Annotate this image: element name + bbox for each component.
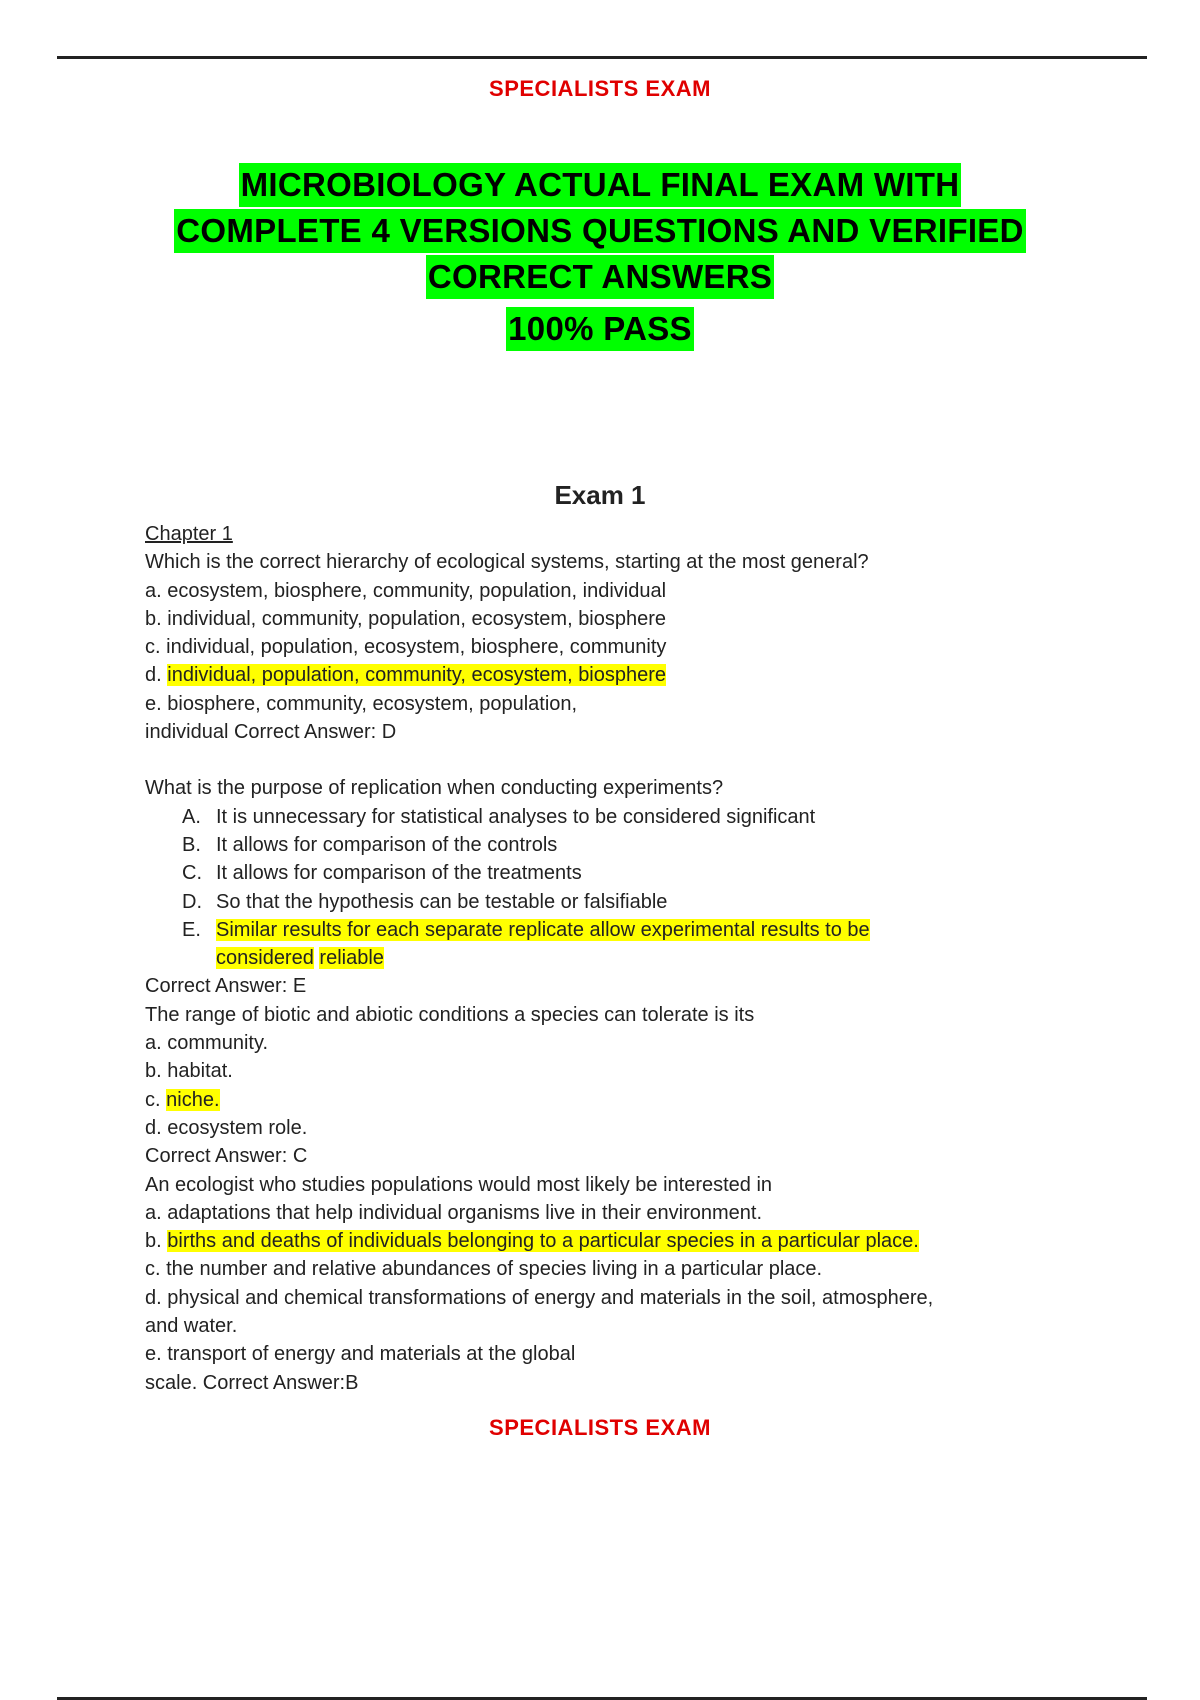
question-2: What is the purpose of replication when conducting experiments? (145, 777, 724, 800)
chapter-heading: Chapter 1 (145, 523, 233, 545)
q1-correct-answer: individual Correct Answer: D (145, 721, 397, 744)
q3-correct-answer: Correct Answer: C (145, 1145, 308, 1168)
highlighted-answer: niche. (166, 1088, 220, 1111)
footer-banner: SPECIALISTS EXAM (489, 1415, 711, 1440)
highlighted-answer: births and deaths of individuals belonging to a particular species in a particular place. (167, 1230, 919, 1253)
q4-correct-answer: scale. Correct Answer:B (145, 1371, 359, 1394)
q2-option-b: B. It allows for comparison of the controls (182, 833, 558, 856)
highlighted-answer: individual, population, community, ecosystem, biosphere (167, 664, 667, 687)
q3-option-c-correct: c. niche. (145, 1088, 220, 1111)
q1-option-a: a. ecosystem, biosphere, community, population, individual (145, 579, 667, 602)
q2-option-c: C. It allows for comparison of the treatments (182, 862, 582, 885)
q3-option-a: a. community. (145, 1032, 269, 1055)
q4-option-b-correct: b. births and deaths of individuals belonging to a particular species in a particular place. (145, 1230, 919, 1253)
q1-option-e: e. biosphere, community, ecosystem, population, (145, 692, 578, 715)
q3-option-b: b. habitat. (145, 1060, 233, 1083)
pass-badge: 100% PASS (506, 307, 694, 351)
title-line-3: CORRECT ANSWERS (426, 255, 774, 299)
header-banner: SPECIALISTS EXAM (489, 76, 711, 101)
q4-option-e: e. transport of energy and materials at the global (145, 1343, 576, 1366)
q3-option-d: d. ecosystem role. (145, 1116, 308, 1139)
highlighted-answer: Similar results for each separate replicate allow experimental results to be (216, 918, 870, 941)
q4-option-d-continued: and water. (145, 1315, 238, 1338)
q4-option-c: c. the number and relative abundances of species living in a particular place. (145, 1258, 823, 1281)
q2-option-d: D. So that the hypothesis can be testable or falsifiable (182, 890, 668, 913)
q2-option-a: A. It is unnecessary for statistical analyses to be considered significant (182, 805, 816, 828)
document-title (0, 163, 1200, 353)
q2-option-e-correct: E. Similar results for each separate replicate allow experimental results to be considered reliable (182, 918, 870, 970)
question-1: Which is the correct hierarchy of ecological systems, starting at the most general? (145, 551, 869, 574)
q1-option-c: c. individual, population, ecosystem, biosphere, community (145, 636, 667, 659)
title-line-1: MICROBIOLOGY ACTUAL FINAL EXAM WITH (239, 163, 962, 207)
title-line-2: COMPLETE 4 VERSIONS QUESTIONS AND VERIFIED (174, 209, 1026, 253)
q4-option-a: a. adaptations that help individual organisms live in their environment. (145, 1201, 763, 1224)
exam-heading: Exam 1 (554, 480, 646, 510)
exam-content (145, 520, 1065, 1397)
q1-option-b: b. individual, community, population, ecosystem, biosphere (145, 607, 667, 630)
question-3: The range of biotic and abiotic conditions a species can tolerate is its (145, 1003, 755, 1026)
q2-correct-answer: Correct Answer: E (145, 975, 307, 998)
top-rule (57, 56, 1147, 59)
question-4: An ecologist who studies populations would most likely be interested in (145, 1173, 773, 1196)
q4-option-d: d. physical and chemical transformations of energy and materials in the soil, atmosphere, (145, 1286, 934, 1309)
q1-option-d-correct: d. individual, population, community, ecosystem, biosphere (145, 664, 667, 687)
